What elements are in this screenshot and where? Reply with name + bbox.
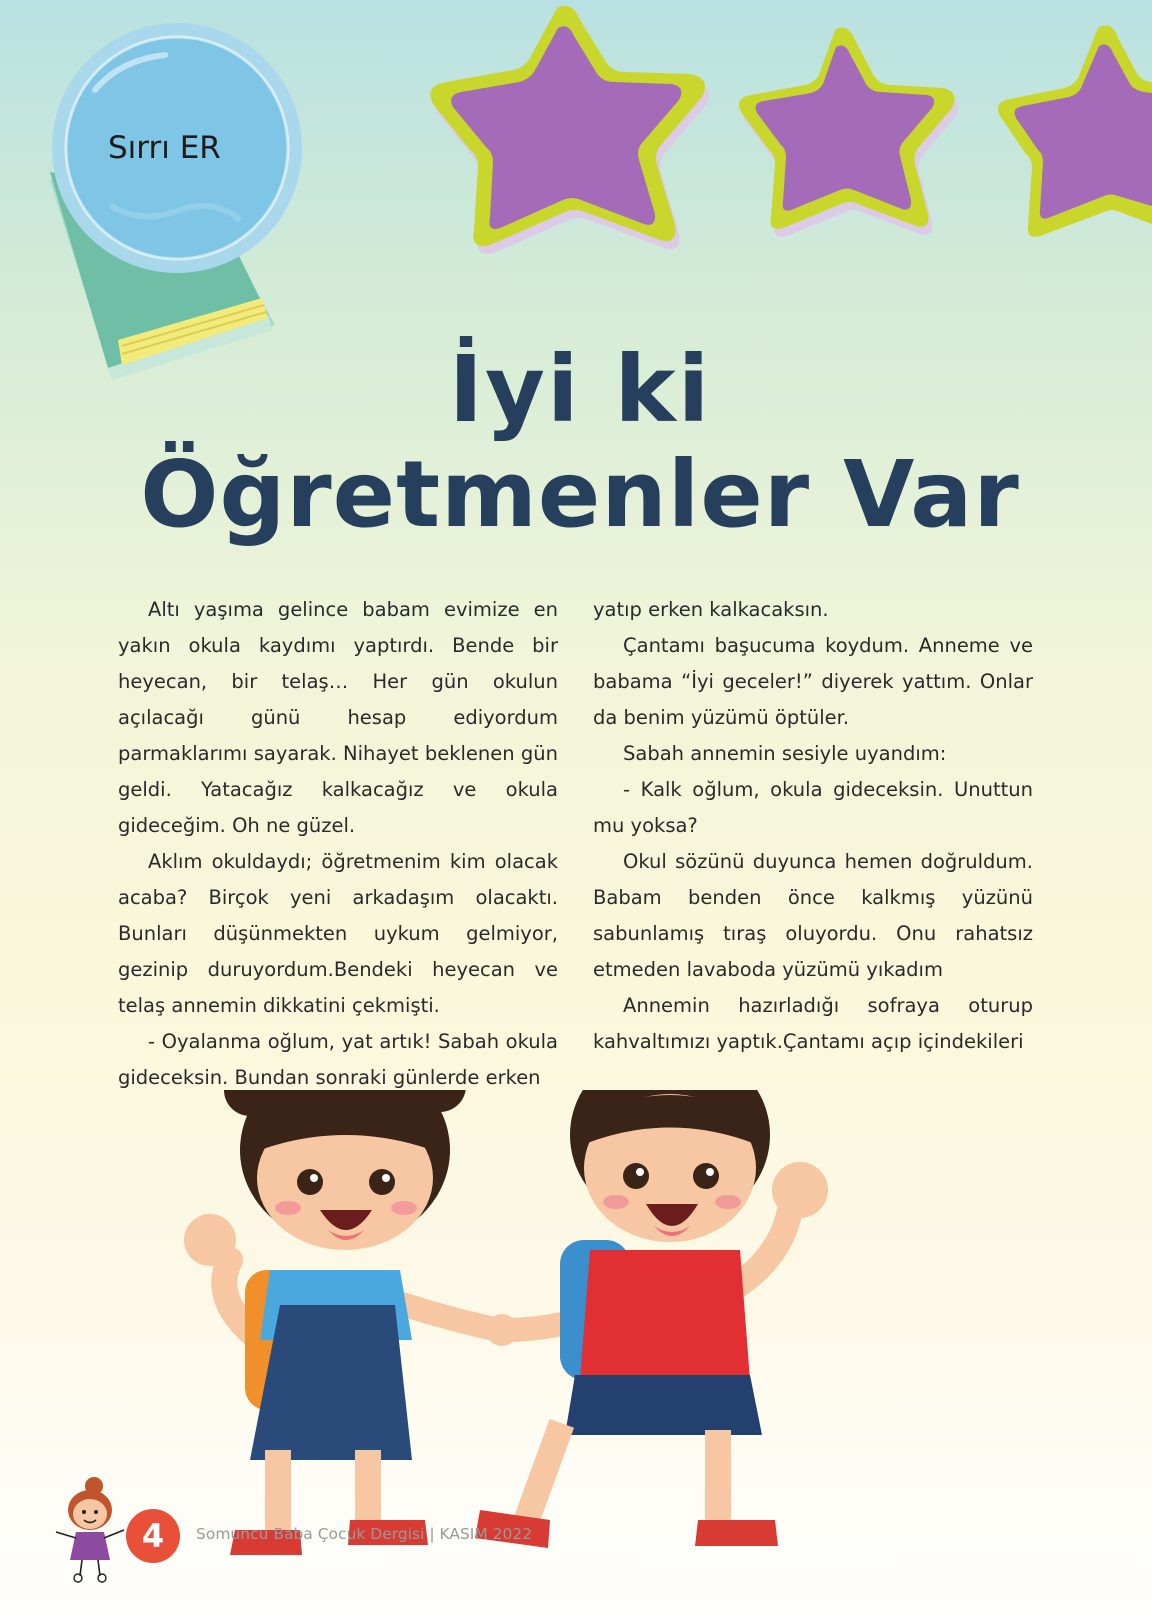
boy-figure — [475, 1090, 828, 1548]
page-number: 4 — [126, 1509, 180, 1563]
title-line-1: İyi ki — [448, 336, 712, 443]
star-icon — [430, 6, 709, 254]
paragraph: - Kalk oğlum, okula gideceksin. Unuttun mu yoksa? — [593, 778, 1033, 837]
girl-figure — [184, 1090, 500, 1555]
paragraph: yatıp erken kalkacaksın. — [593, 598, 829, 621]
paragraph: Altı yaşıma gelince babam evimize en yakın okula kaydımı yaptırdı. Bende bir heyecan, bir telaş… Her gün okulun açılacağı günü hesap ediyordum parmaklarımı sayarak. Nihayet beklenen gün geldi. Yatacağız kalkacağız ve okula gideceğim. Oh ne güzel. — [118, 598, 558, 837]
title-line-2: Öğretmenler Var — [140, 441, 1020, 548]
paragraph: Annemin hazırladığı sofraya oturup kahvaltımızı yaptık.Çantamı açıp içindekileri — [593, 994, 1033, 1053]
author-name: Sırrı ER — [108, 130, 221, 166]
paragraph: Aklım okuldaydı; öğretmenim kim olacak acaba? Birçok yeni arkadaşım olacaktı. Bunları düşünmekten uykum gelmiyor, gezinip duruyordum.Bendeki heyecan ve telaş annemin dikkatini çekmişti. — [118, 850, 558, 1017]
story-column-left — [118, 592, 558, 1096]
story-column-right — [593, 592, 1033, 1060]
star-icon — [739, 28, 959, 237]
paragraph: Çantamı başucuma koydum. Anneme ve babama “İyi geceler!” diyerek yattım. Onlar da benim yüzümü öptüler. — [593, 634, 1033, 729]
magazine-footer: Somuncu Baba Çocuk Dergisi | KASIM 2022 — [196, 1525, 533, 1543]
paragraph: Sabah annemin sesiyle uyandım: — [623, 742, 947, 765]
paragraph: - Oyalanma oğlum, yat artık! Sabah okula gideceksin. Bundan sonraki günlerde erken — [118, 1030, 558, 1089]
paragraph: Okul sözünü duyunca hemen doğruldum. Babam benden önce kalkmış yüzünü sabunlamış tıraş oluyordu. Onu rahatsız etmeden lavaboda yüzümü yıkadım — [593, 850, 1033, 981]
kids-illustration — [150, 1090, 870, 1624]
mascot-girl-icon — [50, 1472, 130, 1584]
star-icon — [998, 26, 1152, 237]
page-title — [80, 336, 1080, 550]
